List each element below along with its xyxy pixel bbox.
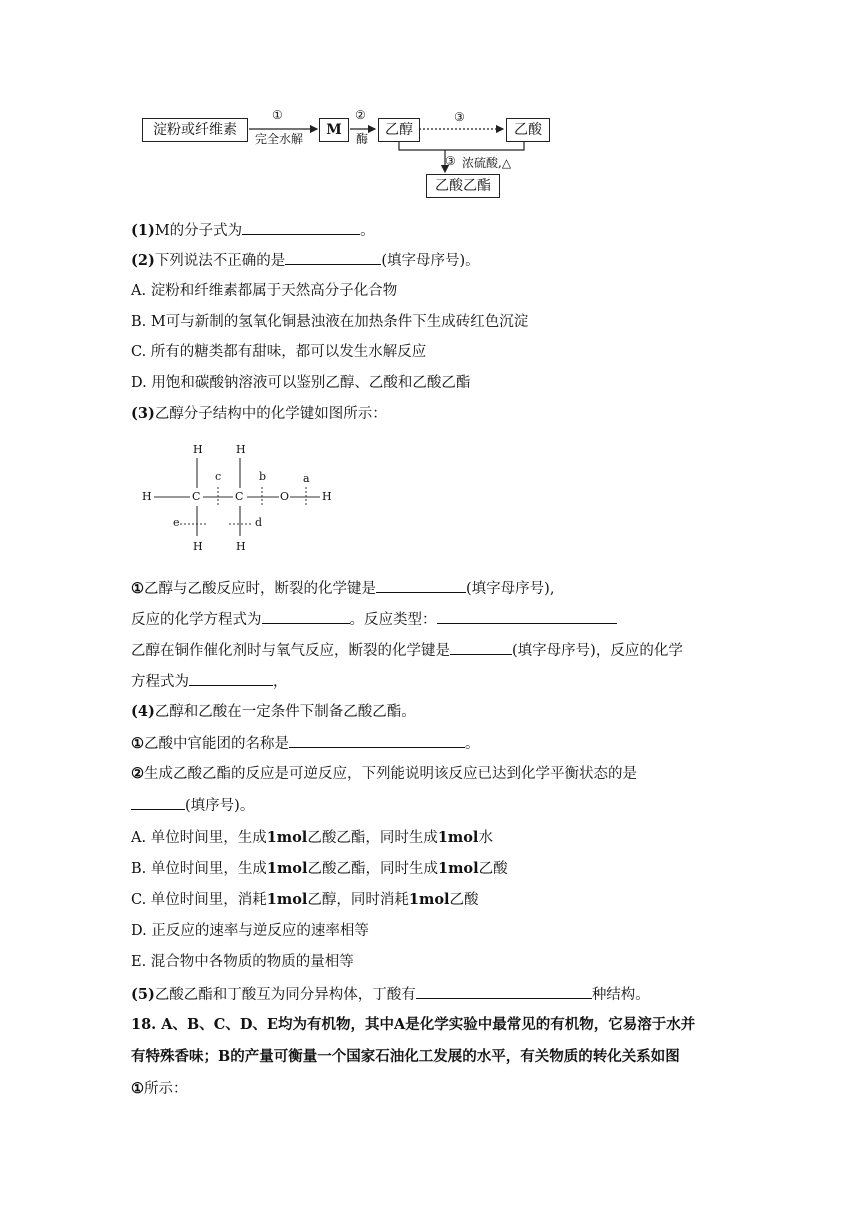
atom-c2: C	[235, 490, 244, 503]
q4-part3	[131, 795, 254, 816]
q4-option-e: E. 混合物中各物质的物质的量相等	[131, 954, 354, 970]
bond-label-b: b	[259, 470, 267, 483]
atom-h1: H	[193, 443, 203, 456]
step3-number: ③	[454, 110, 465, 124]
q4-part2-text: 生成乙酸乙酯的反应是可逆反应，下列能说明该反应已达到化学平衡状态的是	[144, 766, 637, 782]
box-ethanol: 乙醇	[378, 118, 420, 142]
q2-option-c: C. 所有的糖类都有甜味，都可以发生水解反应	[131, 344, 427, 360]
q2-text: 下列说法不正确的是	[154, 253, 286, 269]
q3-part1-blank	[376, 578, 466, 593]
step1-note: 完全水解	[255, 132, 304, 146]
q4-option-c: C. 单位时间里，消耗1mol乙醇，同时消耗1mol乙酸	[131, 891, 479, 908]
q4-option-a: A. 单位时间里，生成1mol乙酸乙酯，同时生成1mol水	[131, 829, 493, 846]
q3-equation-blank	[262, 609, 350, 624]
circle-2-mark: ②	[131, 765, 144, 782]
q4-part3-blank	[131, 795, 185, 810]
q3-part3	[131, 640, 683, 661]
q2-number: (2)	[131, 252, 155, 269]
q3-part3-text: 乙醇在铜作催化剂时与氧气反应，断裂的化学键是	[131, 643, 450, 659]
q4-part2	[131, 764, 637, 784]
q3-part1-text: 乙醇与乙酸反应时，断裂的化学键是	[144, 581, 376, 597]
q2-option-b: B. M可与新制的氢氧化铜悬浊液在加热条件下生成砖红色沉淀	[131, 314, 529, 330]
step1-number: ①	[272, 108, 283, 122]
box-ethyl-acetate: 乙酸乙酯	[426, 174, 500, 198]
q3-part4-text: 方程式为	[131, 674, 189, 690]
q1-post: 。	[360, 223, 375, 239]
atom-h2: H	[236, 443, 246, 456]
question-18-line2: 有特殊香味；B的产量可衡量一个国家石油化工发展的水平，有关物质的转化关系如图	[131, 1048, 680, 1065]
bond-label-c: c	[215, 470, 222, 483]
q3-part2-mid: 。反应类型：	[349, 612, 437, 628]
q2-post: (填字母序号)。	[381, 253, 480, 269]
q3-part2	[131, 609, 617, 630]
question-3	[131, 404, 387, 424]
bond-label-a: a	[303, 472, 310, 485]
q5-number: (5)	[131, 986, 155, 1003]
atom-h6: H	[236, 540, 246, 553]
q5-post: 种结构。	[591, 987, 650, 1003]
q4-part3-post: (填序号)。	[185, 798, 255, 814]
bond-label-d: d	[255, 516, 263, 529]
q5-text: 乙酸乙酯和丁酸互为同分异构体，丁酸有	[154, 987, 416, 1003]
bond-label-e: e	[173, 516, 180, 529]
q3-part4-blank	[189, 671, 273, 686]
question-2	[131, 250, 480, 271]
q3-part3-blank	[450, 640, 512, 655]
circle-1-mark: ①	[131, 1080, 144, 1097]
ethanol-structure-diagram	[140, 440, 340, 560]
question-4	[131, 702, 416, 722]
q3-part1-post: (填字母序号),	[466, 581, 555, 597]
q1-text: M的分子式为	[154, 223, 243, 239]
question-18-line3	[131, 1079, 188, 1099]
box-m: M	[319, 118, 349, 142]
atom-o: O	[280, 490, 290, 503]
q3-part1	[131, 578, 554, 599]
step2-number: ②	[355, 108, 366, 122]
reaction-flow-diagram	[142, 110, 562, 200]
box-acetic-acid: 乙酸	[506, 118, 550, 142]
q3-part2-text: 反应的化学方程式为	[131, 612, 262, 628]
question-5	[131, 984, 650, 1005]
step3b-number: ③	[445, 154, 456, 168]
q4-part1-text: 乙酸中官能团的名称是	[144, 736, 289, 752]
q3-type-blank	[437, 609, 617, 624]
atom-h4: H	[322, 490, 332, 503]
question-18-line1: 18. A、B、C、D、E均为有机物，其中A是化学实验中最常见的有机物，它易溶于水并	[131, 1016, 696, 1033]
q5-blank	[416, 984, 592, 999]
q1-number: (1)	[131, 222, 155, 239]
atom-c1: C	[192, 490, 201, 503]
q4-option-b: B. 单位时间里，生成1mol乙酸乙酯，同时生成1mol乙酸	[131, 860, 508, 877]
box-starch-cellulose: 淀粉或纤维素	[142, 118, 248, 142]
q4-number: (4)	[131, 703, 155, 720]
step2-note: 酶	[356, 132, 369, 146]
q4-option-d: D. 正反应的速率与逆反应的速率相等	[131, 923, 369, 939]
q2-option-d: D. 用饱和碳酸钠溶液可以鉴别乙醇、乙酸和乙酸乙酯	[131, 375, 471, 391]
q4-part1-blank	[289, 733, 465, 748]
atom-h3: H	[142, 490, 152, 503]
q2-blank	[285, 250, 381, 265]
q1-blank	[242, 220, 360, 235]
q3-part3-post: (填字母序号)，反应的化学	[512, 643, 683, 659]
q4-text: 乙醇和乙酸在一定条件下制备乙酸乙酯。	[154, 704, 416, 720]
q3-text: 乙醇分子结构中的化学键如图所示：	[154, 406, 387, 422]
question-1	[131, 220, 375, 241]
q18-line3-text: 所示：	[144, 1081, 188, 1097]
q4-part1-post: 。	[465, 736, 480, 752]
q2-option-a: A. 淀粉和纤维素都属于天然高分子化合物	[131, 283, 398, 299]
q4-part1	[131, 733, 480, 754]
q3-part4-post: ，	[273, 674, 288, 690]
circle-1-mark: ①	[131, 735, 144, 752]
q3-part4	[131, 671, 288, 692]
q3-number: (3)	[131, 405, 155, 422]
step3b-note: 浓硫酸,△	[462, 156, 512, 170]
circle-1-mark: ①	[131, 580, 144, 597]
atom-h5: H	[193, 540, 203, 553]
